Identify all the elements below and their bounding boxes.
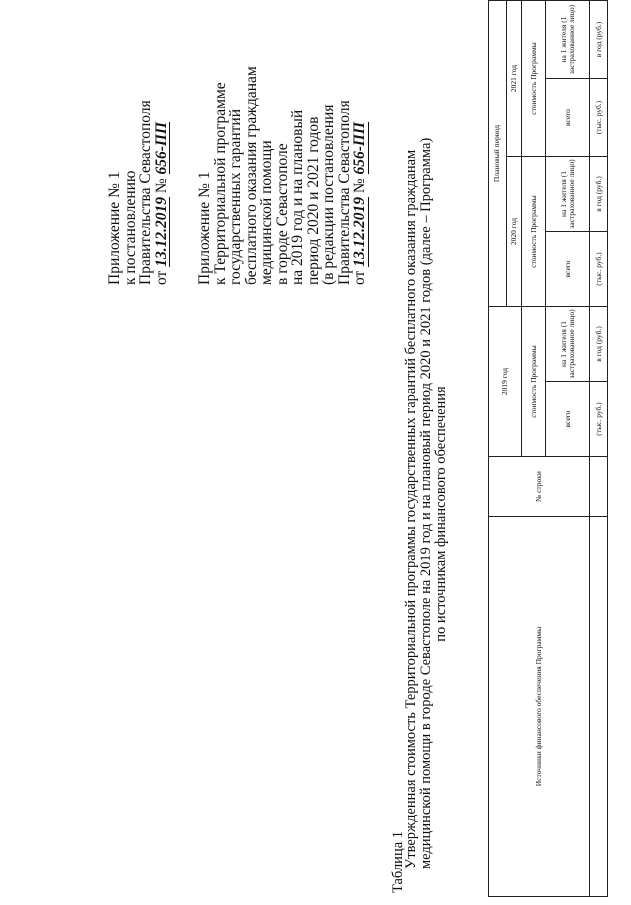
date-prefix: от (152, 270, 170, 285)
header-year-2020: 2020 год (506, 157, 521, 307)
empty-cell (590, 517, 608, 897)
header-total: всего (546, 232, 590, 307)
header-program-cost: стоимость Программы (522, 157, 546, 307)
header-per-person: на 1 жителя (1 застрахованное лицо) (546, 1, 590, 79)
appendix-line: период 2020 и 2021 годов (304, 116, 322, 285)
number-prefix: № (152, 178, 170, 194)
number-prefix: № (351, 178, 368, 194)
empty-cell (590, 457, 608, 517)
appendix-line: Правительства Севастополя (137, 100, 154, 285)
appendix-line: в городе Севастополе (273, 143, 291, 285)
cost-table (488, 0, 608, 897)
header-program-cost: стоимость Программы (522, 307, 546, 457)
unit-thousand: (тыс. руб.) (590, 79, 608, 157)
header-row-number: № строки (489, 457, 590, 517)
header-planned-period: Плановый период (489, 1, 507, 307)
appendix-line: бесплатного оказания гражданам (242, 66, 260, 285)
appendix-line: (в редакции постановления (320, 104, 337, 285)
appendix-line: Приложение № 1 (106, 171, 123, 285)
header-total: всего (546, 382, 590, 457)
appendix-block-resolution (107, 5, 170, 285)
header-program-cost: стоимость Программы (522, 1, 546, 157)
handwritten-number: 656-ПП (351, 121, 368, 175)
header-total: всего (546, 79, 590, 157)
title-line-2: медицинской помощи в городе Севастополе на 2019 год и на плановый период 2020 и 2021 годов (далее – Программа) (418, 137, 434, 869)
appendix-block-program (197, 5, 369, 285)
header-sources: Источники финансового обеспечения Программы (489, 517, 590, 897)
appendix-line: к постановлению (121, 170, 139, 285)
appendix-date-line (154, 5, 171, 285)
appendix-line: Правительства Севастополя (335, 100, 353, 285)
handwritten-date: 13.12.2019 (351, 197, 368, 267)
unit-per-year: в год (руб.) (590, 307, 608, 382)
unit-thousand: (тыс. руб.) (590, 232, 608, 307)
unit-per-year: в год (руб.) (590, 1, 608, 79)
handwritten-date: 13.12.2019 (152, 197, 170, 267)
title-line-3: по источникам финансового обеспечения (433, 386, 449, 642)
title-line-1: Утвержденная стоимость Территориальной программы государственных гарантий бесплатного оказания гражданам (403, 149, 419, 869)
header-per-person: на 1 жителя (1 застрахованное лицо) (546, 157, 590, 232)
appendix-date-line (352, 5, 369, 285)
date-prefix: от (351, 270, 368, 285)
handwritten-number: 656-ПП (152, 121, 170, 175)
appendix-line: к Территориальной программе (211, 82, 229, 285)
table-reference: Таблица 1 (390, 830, 406, 893)
appendix-line: государственных гарантий (227, 109, 244, 285)
document-title (404, 19, 449, 869)
unit-per-year: в год (руб.) (590, 157, 608, 232)
appendix-line: на 2019 год и на плановый (289, 109, 306, 285)
header-year-2019: 2019 год (489, 307, 522, 457)
header-year-2021: 2021 год (506, 1, 521, 157)
appendix-line: медицинской помощи (258, 140, 275, 285)
header-per-person: на 1 жителя (1 застрахованное лицо) (546, 307, 590, 382)
unit-thousand: (тыс. руб.) (590, 382, 608, 457)
appendix-line: Приложение № 1 (196, 171, 213, 285)
